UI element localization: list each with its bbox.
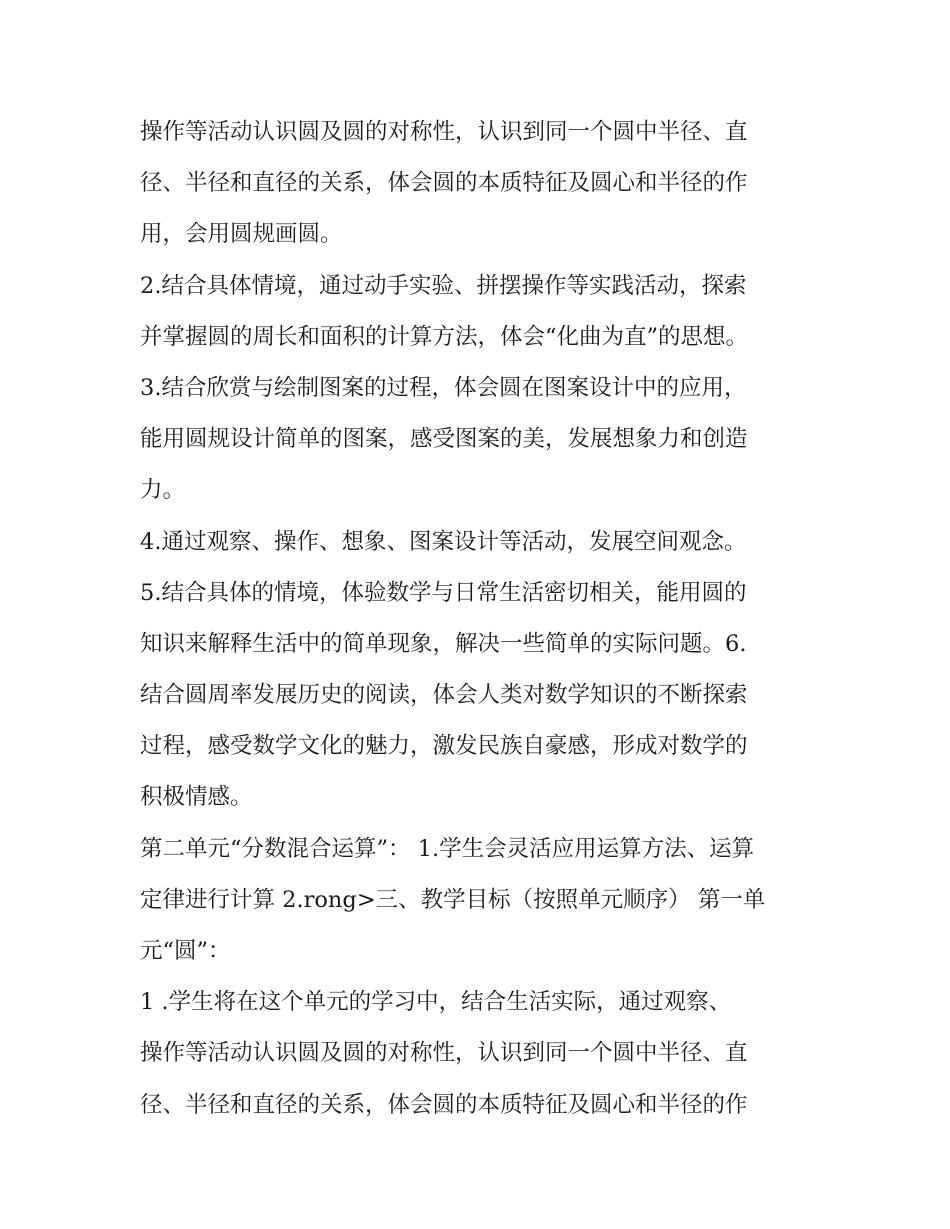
text-line: 操作等活动认识圆及圆的对称性，认识到同一个圆中半径、直 (140, 119, 748, 145)
text-line: 操作等活动认识圆及圆的对称性，认识到同一个圆中半径、直 (140, 1040, 748, 1067)
text-line: 用，会用圆规画圆。 (140, 221, 343, 248)
text-line: 能用圆规设计简单的图案，感受图案的美，发展想象力和创造 (140, 426, 748, 453)
text-line: 5.结合具体的情境，体验数学与日常生活密切相关，能用圆的 (140, 579, 747, 606)
text-line: 2.结合具体情境，通过动手实验、拼摆操作等实践活动，探索 (140, 272, 747, 299)
text-line: 径、半径和直径的关系，体会圆的本质特征及圆心和半径的作 (140, 1091, 748, 1118)
text-line: 第二单元“分数混合运算”： 1.学生会灵活应用运算方法、运算 (140, 835, 755, 862)
text-line: 知识来解释生活中的简单现象，解决一些简单的实际问题。6. (140, 630, 747, 657)
text-line: 定律进行计算 2.rong>三、教学目标（按照单元顺序） 第一单 (140, 886, 766, 913)
text-line: 过程，感受数学文化的魅力，激发民族自豪感，形成对数学的 (140, 733, 748, 760)
text-line: 4.通过观察、操作、想象、图案设计等活动，发展空间观念。 (140, 528, 747, 555)
text-line: 力。 (140, 477, 186, 504)
text-line: 并掌握圆的周长和面积的计算方法，体会“化曲为直”的思想。 (140, 323, 749, 350)
text-line: 3.结合欣赏与绘制图案的过程，体会圆在图案设计中的应用， (140, 374, 747, 401)
text-line: 结合圆周率发展历史的阅读，体会人类对数学知识的不断探索 (140, 682, 748, 709)
text-line: 元“圆”： (140, 938, 231, 964)
text-line: 积极情感。 (140, 784, 253, 811)
document-body (140, 107, 820, 1131)
text-line: 径、半径和直径的关系，体会圆的本质特征及圆心和半径的作 (140, 170, 748, 197)
text-line: 1 .学生将在这个单元的学习中，结合生活实际，通过观察、 (140, 989, 732, 1016)
